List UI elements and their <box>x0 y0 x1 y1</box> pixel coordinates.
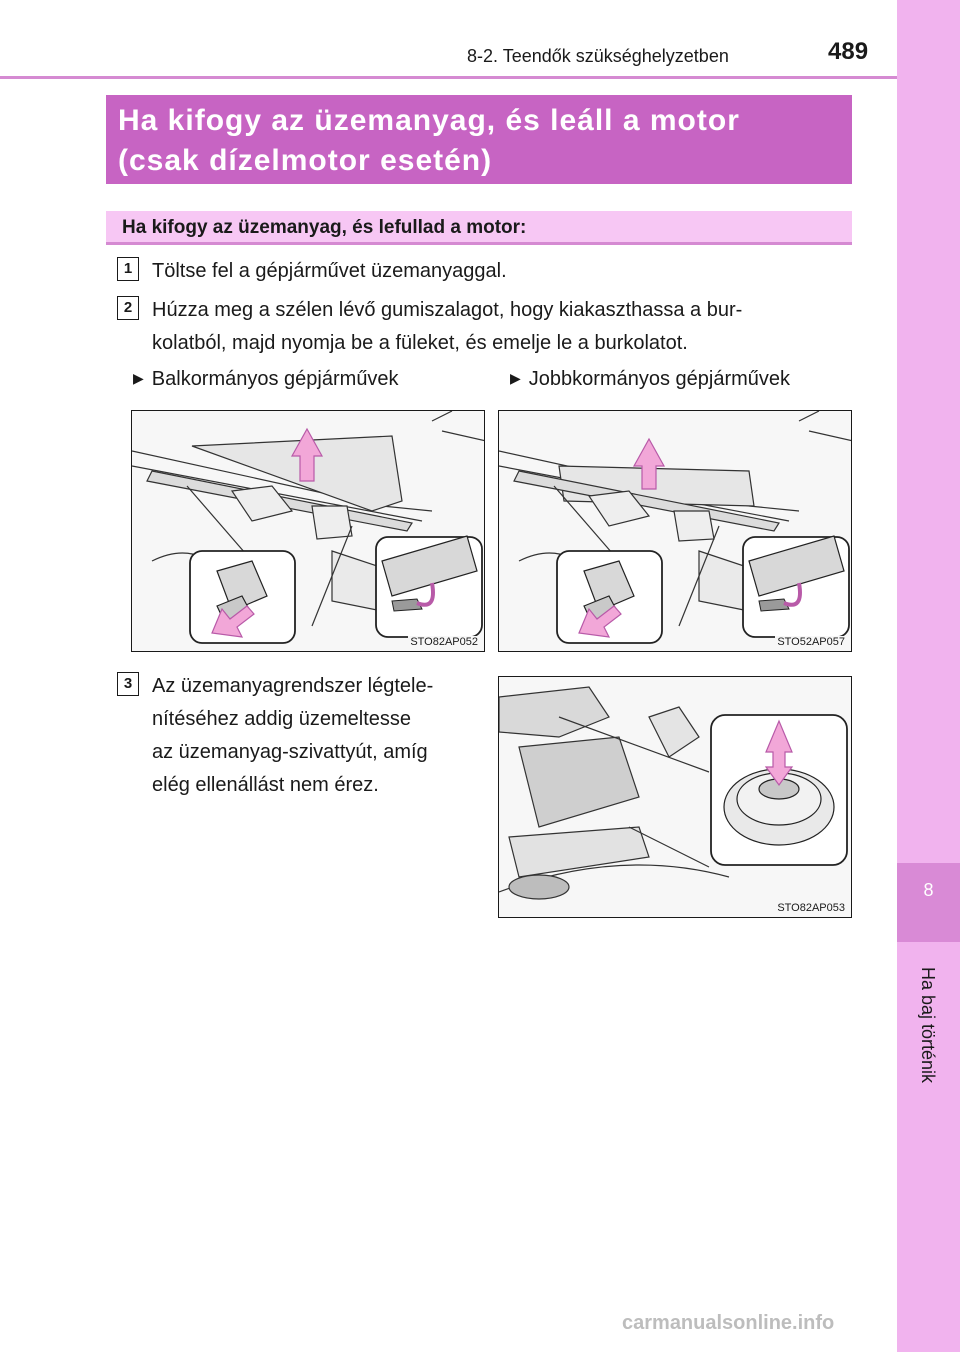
figure-code: STO82AP052 <box>410 636 478 648</box>
page-title <box>106 95 852 184</box>
page-title-line-1: Ha kifogy az üzemanyag, és leáll a motor <box>118 104 740 137</box>
bullet-right-hand-drive <box>510 368 790 391</box>
header-rule <box>0 76 897 79</box>
fuel-pump-illustration <box>499 677 852 918</box>
step-1-text: Töltse fel a gépjárművet üzemanyaggal. <box>152 260 507 282</box>
step-3-text-line-4: elég ellenállást nem érez. <box>152 774 379 796</box>
figure-left-hand-drive <box>131 410 485 652</box>
watermark: carmanualsonline.info <box>622 1312 835 1334</box>
step-number-2: 2 <box>117 296 139 320</box>
step-3-text-line-1: Az üzemanyagrendszer légtele- <box>152 675 434 697</box>
side-tab-chapter-marker <box>897 863 960 942</box>
triangle-bullet-icon: ▶ <box>133 370 144 386</box>
page-number: 489 <box>828 38 869 65</box>
step-2-text-line-2: kolatból, majd nyomja be a füleket, és emelje le a burkolatot. <box>152 332 688 354</box>
step-2-text-line-1: Húzza meg a szélen lévő gumiszalagot, hogy kiakaszthassa a bur- <box>152 299 743 321</box>
bullet-right-label: Jobbkormányos gépjárművek <box>528 368 791 390</box>
step-number-1: 1 <box>117 257 139 281</box>
section-title: 8-2. Teendők szükséghelyzetben <box>467 46 729 66</box>
page-title-line-2: (csak dízelmotor esetén) <box>118 144 493 177</box>
cowl-cover-illustration <box>499 411 852 652</box>
figure-right-hand-drive <box>498 410 852 652</box>
figure-code: STO82AP053 <box>777 902 845 914</box>
triangle-bullet-icon: ▶ <box>510 370 521 386</box>
cowl-cover-illustration <box>132 411 485 652</box>
figure-fuel-pump <box>498 676 852 918</box>
step-3-text-line-3: az üzemanyag-szivattyút, amíg <box>152 741 428 763</box>
chapter-label: Ha baj történik <box>918 966 938 1084</box>
step-3-text-line-2: nítéséhez addig üzemeltesse <box>152 708 412 730</box>
subheading: Ha kifogy az üzemanyag, és lefullad a motor: <box>106 211 852 245</box>
bullet-left-hand-drive <box>133 368 399 391</box>
side-tab <box>897 0 960 1352</box>
chapter-number: 8 <box>923 880 934 900</box>
figure-code: STO52AP057 <box>777 636 845 648</box>
bullet-left-label: Balkormányos gépjárművek <box>151 368 399 390</box>
step-number-3: 3 <box>117 672 139 696</box>
